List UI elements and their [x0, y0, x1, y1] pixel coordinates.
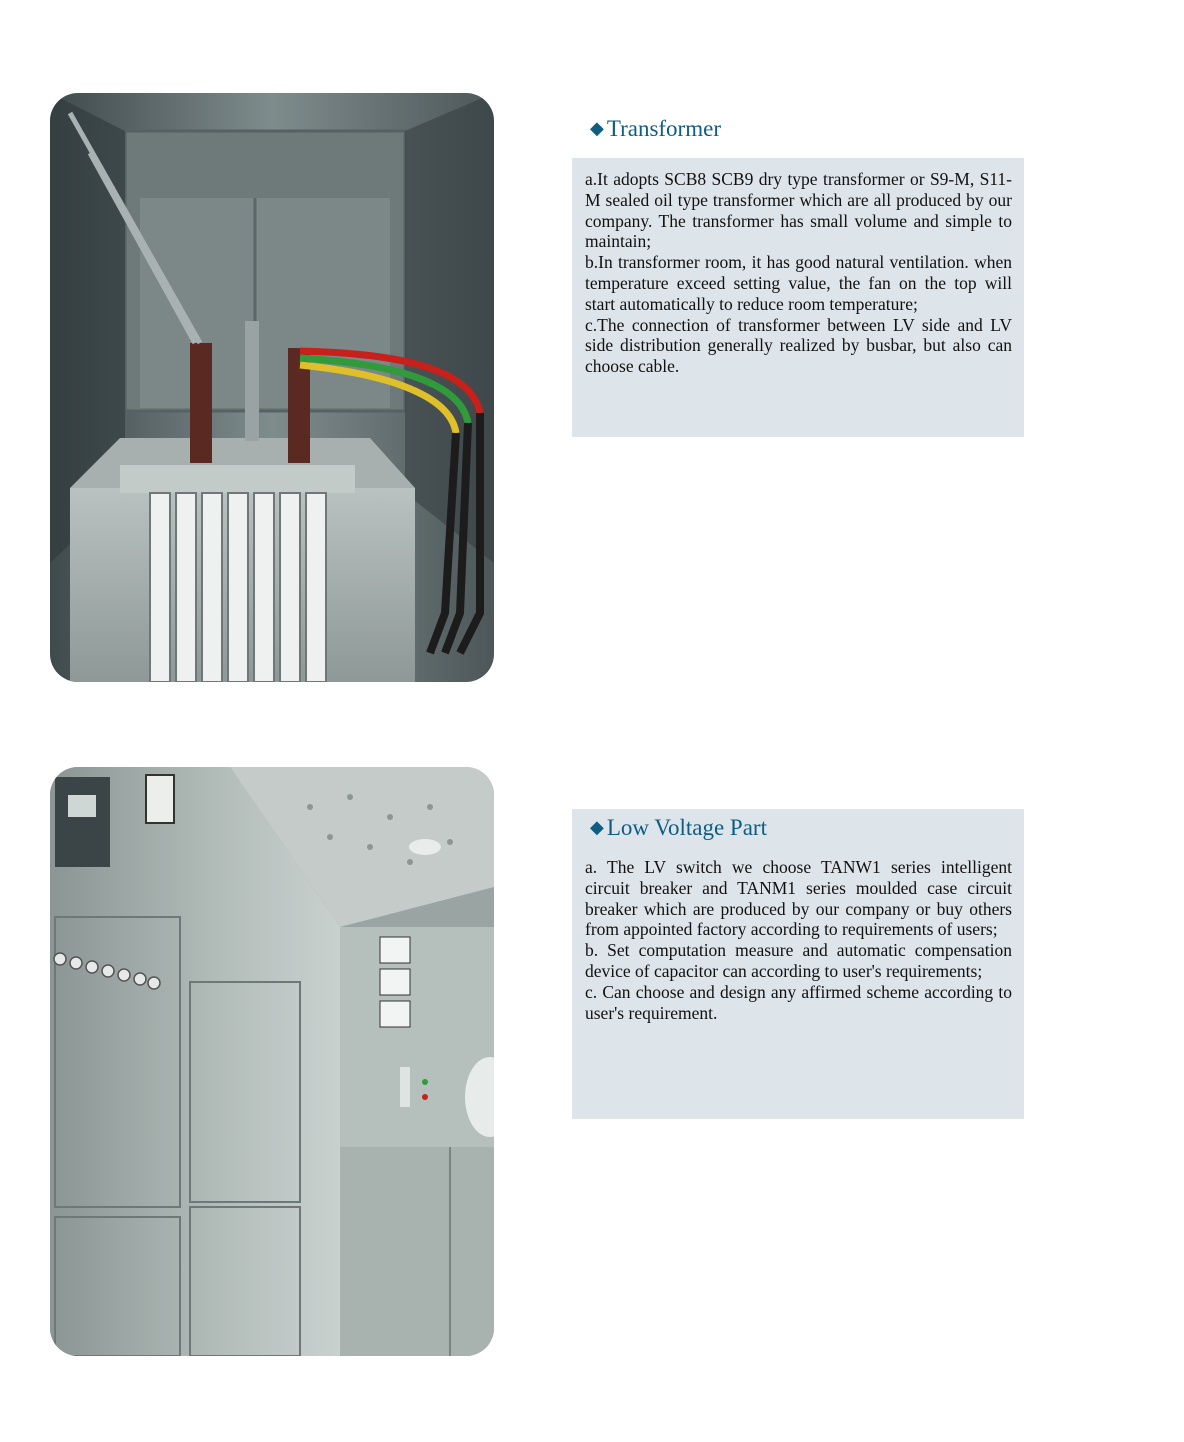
- low-voltage-paragraph-b: b. Set computation measure and automatic compensation device of capacitor can according to user's requirements;: [585, 940, 1012, 981]
- transformer-paragraph-a: a.It adopts SCB8 SCB9 dry type transformer or S9-M, S11-M sealed oil type transformer which are all produced by our company. The transformer has small volume and simple to maintain;: [585, 169, 1012, 252]
- low-voltage-cabinet-photo: [50, 767, 494, 1356]
- transformer-heading: [590, 116, 721, 142]
- low-voltage-description-box: [572, 809, 1024, 1119]
- diamond-bullet-icon: ◆: [590, 118, 604, 138]
- transformer-description-box: [572, 158, 1024, 437]
- transformer-paragraph-c: c.The connection of transformer between LV side and LV side distribution generally realized by busbar, but also can choose cable.: [585, 314, 1012, 377]
- low-voltage-paragraph-a: a. The LV switch we choose TANW1 series intelligent circuit breaker and TANM1 series moulded case circuit breaker which are produced by our company or buy others from appointed factory according to requirements of users;: [585, 857, 1012, 940]
- diamond-bullet-icon: ◆: [590, 817, 604, 837]
- low-voltage-paragraph-c: c. Can choose and design any affirmed scheme according to user's requirement.: [585, 981, 1012, 1023]
- transformer-photo: [50, 93, 494, 682]
- transformer-paragraph-b: b.In transformer room, it has good natural ventilation. when temperature exceed setting value, the fan on the top will start automatically to reduce room temperature;: [585, 252, 1012, 314]
- transformer-heading-text: Transformer: [606, 116, 721, 141]
- low-voltage-heading: [590, 815, 767, 841]
- low-voltage-heading-text: Low Voltage Part: [606, 815, 767, 840]
